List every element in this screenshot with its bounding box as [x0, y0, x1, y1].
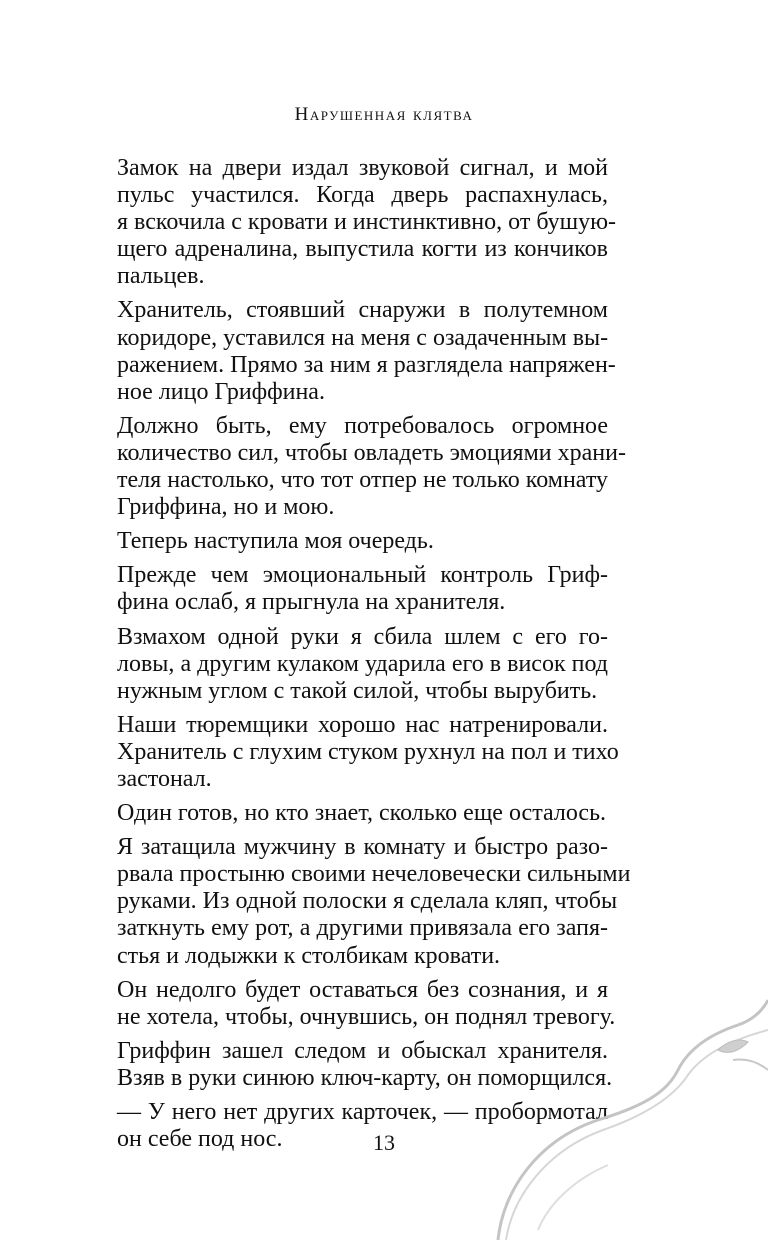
text-line: — У него нет других карточек, — пробормотал: [117, 1099, 608, 1125]
text-line: Взяв в руки синюю ключ-карту, он поморщился.: [117, 1064, 613, 1091]
paragraph: [117, 834, 631, 969]
text-line: Наши тюремщики хорошо нас натренировали.: [117, 711, 608, 738]
paragraph: [117, 155, 617, 290]
text-line: Один готов, но кто знает, сколько еще осталось.: [117, 800, 607, 827]
text-line: застонал.: [117, 765, 212, 792]
text-line: стья и лодыжки к столбикам кровати.: [117, 942, 501, 969]
text-line: пальцев.: [117, 263, 205, 290]
text-line: заткнуть ему рот, а другими привязала его запя-: [117, 915, 608, 942]
text-line: Он недолго будет оставаться без сознания, и я: [117, 976, 608, 1003]
text-line: ное лицо Гриффина.: [117, 378, 325, 405]
paragraph: [117, 624, 608, 705]
paragraph: [117, 711, 619, 793]
text-line: ражением. Прямо за ним я разглядела напряжен-: [117, 351, 616, 378]
text-line: не хотела, чтобы, очнувшись, он поднял тревогу.: [117, 1003, 616, 1030]
text-line: Хранитель, стоявший снаружи в полутемном: [117, 297, 608, 324]
text-line: Гриффин зашел следом и обыскал хранителя.: [117, 1037, 608, 1064]
text-line: щего адреналина, выпустила когти из кончиков: [117, 236, 608, 263]
text-line: ловы, а другим кулаком ударила его в висок под: [117, 650, 608, 677]
text-line: я вскочила с кровати и инстинктивно, от бушую-: [117, 209, 617, 236]
text-line: Я затащила мужчину в комнату и быстро разо-: [117, 834, 608, 861]
page-number: 13: [373, 1130, 395, 1155]
text-line: Гриффина, но и мою.: [117, 494, 335, 521]
paragraph: [117, 800, 608, 827]
text-line: Замок на двери издал звуковой сигнал, и мой: [117, 155, 608, 181]
text-line: рвала простыню своими нечеловечески сильными: [117, 861, 631, 888]
paragraph: [117, 297, 616, 405]
text-line: нужным углом с такой силой, чтобы вырубить.: [117, 677, 598, 704]
text-line: теля настолько, что тот отпер не только комнату: [117, 467, 608, 494]
text-line: Должно быть, ему потребовалось огромное: [117, 412, 608, 439]
paragraph: [117, 562, 608, 616]
text-line: Взмахом одной руки я сбила шлем с его го-: [117, 623, 608, 650]
paragraph: [117, 412, 626, 521]
text-line: руками. Из одной полоски я сделала кляп, чтобы: [117, 888, 618, 915]
running-title: Нарушенная клятва: [294, 104, 474, 125]
decorative-swirl: [478, 980, 768, 1240]
text-line: Хранитель с глухим стуком рухнул на пол и тихо: [117, 738, 619, 765]
text-line: Прежде чем эмоциональный контроль Гриф-: [117, 562, 608, 589]
text-line: Теперь наступила моя очередь.: [117, 528, 434, 555]
paragraph: [117, 528, 608, 555]
text-line: фина ослаб, я прыгнула на хранителя.: [117, 589, 506, 616]
text-line: коридоре, уставился на меня с озадаченным вы-: [117, 324, 609, 351]
text-line: он себе под нос.: [117, 1126, 283, 1153]
text-line: пульс участился. Когда дверь распахнулась,: [117, 182, 608, 209]
text-line: количество сил, чтобы овладеть эмоциями храни-: [117, 439, 626, 466]
